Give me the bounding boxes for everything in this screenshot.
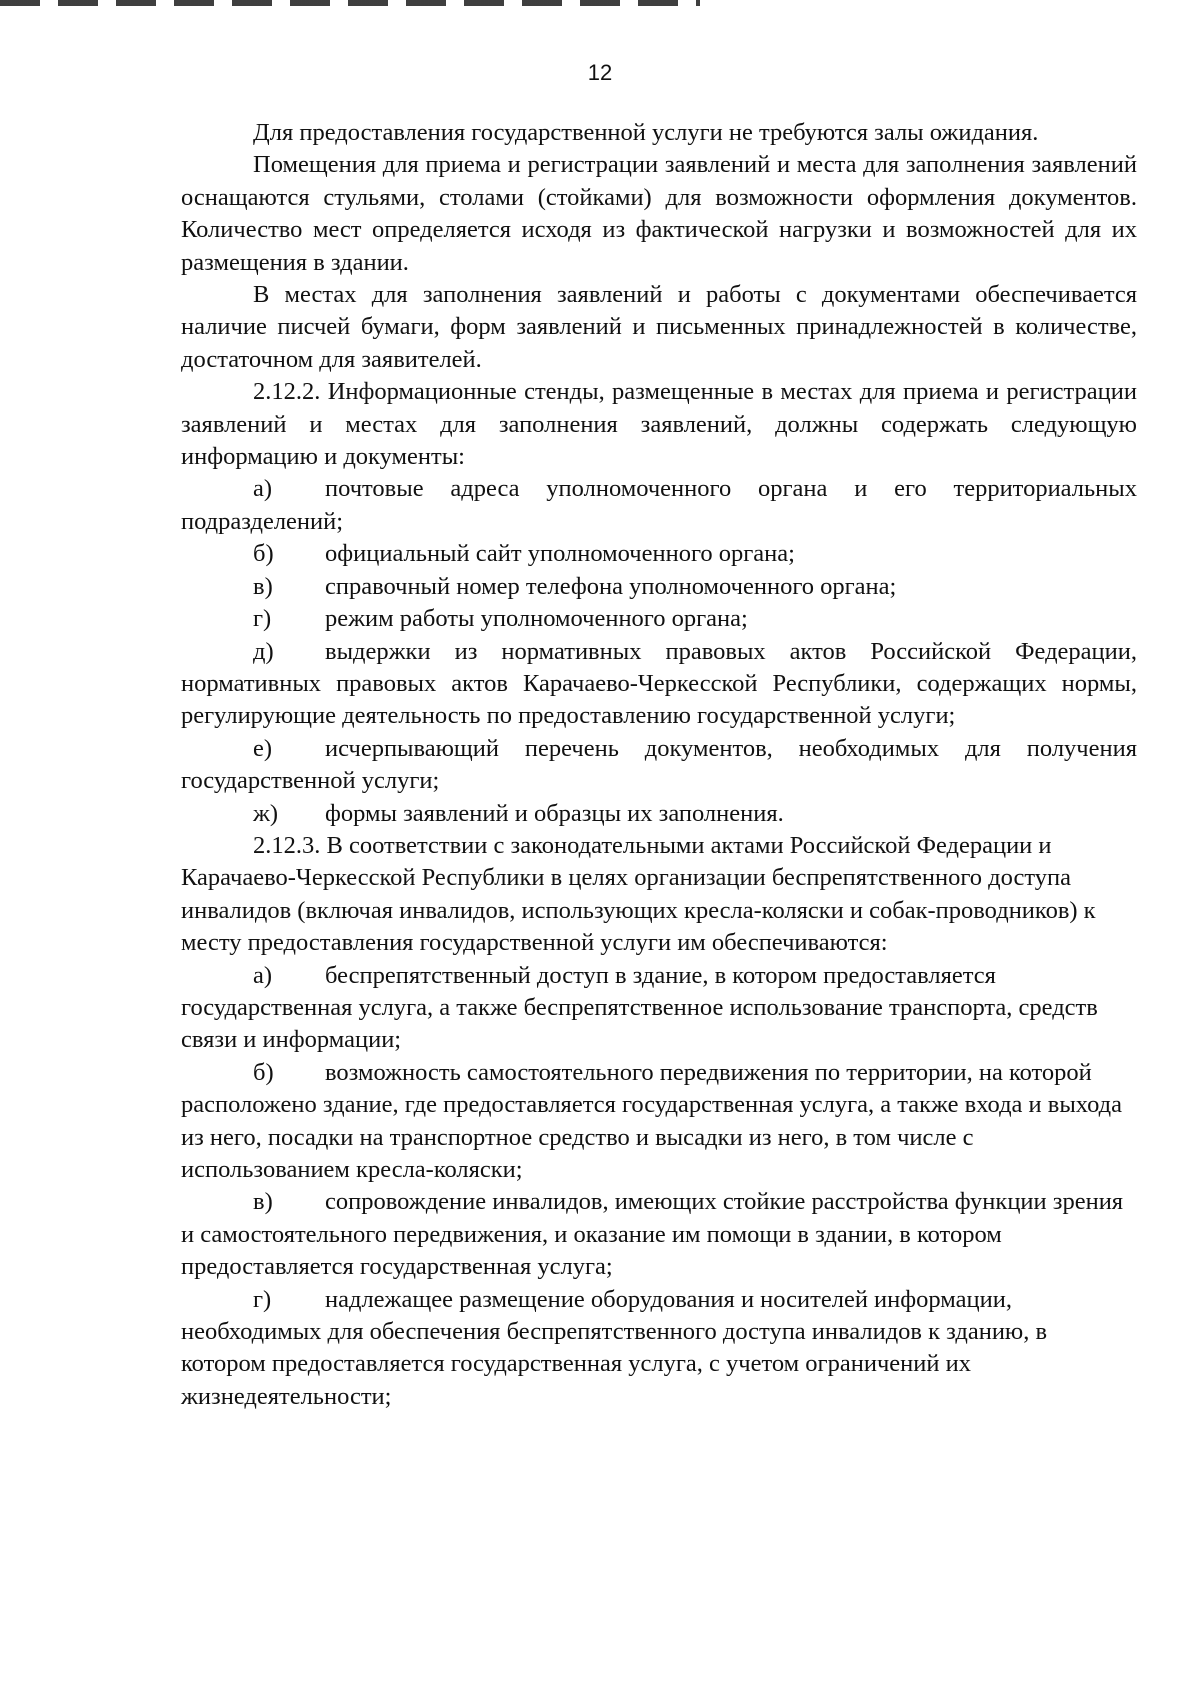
list-marker: д): [253, 637, 274, 665]
list-item-text: беспрепятственный доступ в здание, в котором предоставляется государственная услуга, а также беспрепятственное использование транспорта, средств связи и информации;: [181, 961, 1098, 1054]
list-item: [181, 603, 1137, 635]
list-marker: а): [253, 961, 273, 989]
list-item-text: официальный сайт уполномоченного органа;: [325, 540, 795, 568]
list-item: [181, 636, 1137, 733]
paragraph-premises: Помещения для приема и регистрации заявлений и места для заполнения заявлений оснащаются стульями, столами (стойками) для возможности оформления документов. Количество мест определяется исходя из фактической нагрузки и возможностей для их размещения в здании.: [181, 151, 1137, 276]
list-item-text: надлежащее размещение оборудования и носителей информации, необходимых для обеспечения беспрепятственного доступа инвалидов к зданию, в котором предоставляется государственная услуга, с учетом ограничений их жизнедеятельности;: [181, 1285, 1048, 1410]
list-marker: в): [253, 1188, 273, 1216]
paragraph-waiting-halls: Для предоставления государственной услуги не требуются залы ожидания.: [253, 119, 1039, 146]
list-item: [181, 1186, 1137, 1283]
list-marker: ж): [253, 799, 279, 827]
list-item: [181, 733, 1137, 798]
list-item: [181, 473, 1137, 538]
list-item: [181, 1284, 1137, 1414]
list-marker: г): [253, 605, 272, 633]
list-item: [181, 571, 1137, 603]
list-item-text: режим работы уполномоченного органа;: [325, 605, 748, 633]
paragraph-stationery: В местах для заполнения заявлений и работы с документами обеспечивается наличие писчей бумаги, форм заявлений и письменных принадлежностей в количестве, достаточном для заявителей.: [181, 281, 1137, 373]
list-marker: е): [253, 734, 273, 762]
list-item-text: выдержки из нормативных правовых актов Российской Федерации, нормативных правовых актов Карачаево-Черкесской Республики, содержащих нормы, регулирующие деятельность по предоставлению государственной услуги;: [181, 637, 1137, 730]
list-marker: а): [253, 475, 273, 503]
list-item: [181, 798, 1137, 830]
list-item: [181, 538, 1137, 570]
list-item-text: почтовые адреса уполномоченного органа и его территориальных подразделений;: [181, 475, 1137, 535]
paragraph-accessibility: 2.12.3. В соответствии с законодательными актами Российской Федерации и Карачаево-Черкесской Республики в целях организации беспрепятственного доступа инвалидов (включая инвалидов, использующих кресла-коляски и собак-проводников) к месту предоставления государственной услуги им обеспечиваются:: [181, 831, 1096, 957]
list-item-text: справочный номер телефона уполномоченного органа;: [325, 572, 897, 600]
paragraph-info-stands: 2.12.2. Информационные стенды, размещенные в местах для приема и регистрации заявлений и местах для заполнения заявлений, должны содержать следующую информацию и документы:: [181, 378, 1137, 471]
list-marker: г): [253, 1285, 272, 1313]
list-item: [181, 1057, 1137, 1187]
list-item-text: возможность самостоятельного передвижения по территории, на которой расположено здание, где предоставляется государственная услуга, а также входа и выхода из него, посадки на транспортное средство и высадки из него, в том числе с использованием кресла-коляски;: [181, 1058, 1123, 1183]
scan-edge-artifact: [0, 0, 700, 6]
page-number: 12: [587, 60, 613, 85]
list-item-text: исчерпывающий перечень документов, необходимых для получения государственной услуги;: [181, 734, 1137, 795]
list-marker: в): [253, 572, 273, 600]
list-item: [181, 960, 1137, 1057]
document-body: [181, 117, 1137, 1413]
list-marker: б): [253, 1058, 274, 1086]
list-item-text: сопровождение инвалидов, имеющих стойкие расстройства функции зрения и самостоятельного передвижения, и оказание им помощи в здании, в котором предоставляется государственная услуга;: [181, 1188, 1124, 1281]
list-marker: б): [253, 540, 274, 568]
list-item-text: формы заявлений и образцы их заполнения.: [325, 799, 784, 827]
